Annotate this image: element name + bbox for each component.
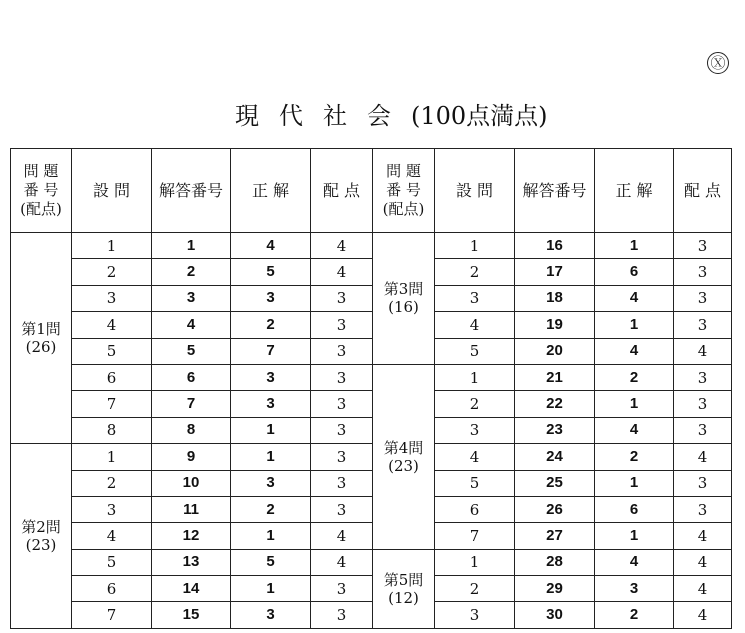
answer-key-table <box>10 148 732 629</box>
correct-answer: 1 <box>231 576 311 602</box>
question-number: 5 <box>435 470 515 496</box>
table-row <box>11 285 732 311</box>
problem-points: (16) <box>388 298 419 317</box>
problem-group-label <box>373 549 435 628</box>
problem-points: (23) <box>25 535 57 554</box>
answer-number: 12 <box>152 523 231 549</box>
problem-name: 第3問 <box>383 280 424 299</box>
answer-key-body <box>11 233 732 629</box>
points-value: 4 <box>311 259 373 285</box>
answer-number: 6 <box>152 364 231 390</box>
question-number: 5 <box>72 338 152 364</box>
correct-answer: 3 <box>231 285 311 311</box>
points-value: 3 <box>311 417 373 443</box>
question-number: 2 <box>435 259 515 285</box>
points-value: 3 <box>311 576 373 602</box>
table-row <box>11 417 732 443</box>
points-value: 4 <box>674 602 732 628</box>
points-value: 3 <box>674 364 732 390</box>
question-number: 1 <box>435 233 515 259</box>
answer-number: 17 <box>515 259 595 285</box>
question-number: 7 <box>72 602 152 628</box>
points-value: 3 <box>311 391 373 417</box>
question-number: 1 <box>72 444 152 470</box>
problem-name: 第2問 <box>21 517 61 536</box>
table-row <box>11 602 732 628</box>
answer-number: 14 <box>152 576 231 602</box>
points-value: 3 <box>311 470 373 496</box>
header-question: 設 問 <box>435 149 515 233</box>
points-value: 4 <box>674 576 732 602</box>
question-number: 1 <box>72 233 152 259</box>
question-number: 2 <box>72 470 152 496</box>
points-value: 3 <box>674 417 732 443</box>
question-number: 5 <box>435 338 515 364</box>
problem-points: (23) <box>388 456 419 475</box>
correct-answer: 1 <box>231 523 311 549</box>
points-value: 3 <box>674 259 732 285</box>
correct-answer: 4 <box>231 233 311 259</box>
correct-answer: 1 <box>595 312 674 338</box>
question-number: 7 <box>435 523 515 549</box>
points-value: 3 <box>674 470 732 496</box>
answer-number: 23 <box>515 417 595 443</box>
correct-answer: 3 <box>231 470 311 496</box>
correct-answer: 4 <box>595 338 674 364</box>
answer-number: 25 <box>515 470 595 496</box>
points-value: 3 <box>674 312 732 338</box>
header-problem-number: 問 題 番 号 (配点) <box>373 149 435 233</box>
question-number: 3 <box>72 285 152 311</box>
table-row <box>11 576 732 602</box>
answer-number: 20 <box>515 338 595 364</box>
question-number: 1 <box>435 364 515 390</box>
problem-group-label <box>373 233 435 365</box>
correct-answer: 2 <box>231 312 311 338</box>
title-suffix: (100点満点) <box>411 102 548 130</box>
problem-name: 第1問 <box>21 320 61 339</box>
answer-number: 28 <box>515 549 595 575</box>
correct-answer: 4 <box>595 417 674 443</box>
header-row <box>11 149 732 233</box>
header-problem-number: 問 題 番 号 (配点) <box>11 149 72 233</box>
table-row <box>11 444 732 470</box>
answer-number: 26 <box>515 496 595 522</box>
correct-answer: 3 <box>231 391 311 417</box>
correct-answer: 1 <box>231 444 311 470</box>
header-points: 配 点 <box>311 149 373 233</box>
correct-answer: 3 <box>595 576 674 602</box>
points-value: 3 <box>674 391 732 417</box>
answer-number: 10 <box>152 470 231 496</box>
question-number: 4 <box>72 312 152 338</box>
correct-answer: 4 <box>595 549 674 575</box>
problem-name: 第5問 <box>383 570 424 589</box>
answer-number: 16 <box>515 233 595 259</box>
correct-answer: 1 <box>595 523 674 549</box>
correct-answer: 1 <box>231 417 311 443</box>
question-number: 8 <box>72 417 152 443</box>
header-points: 配 点 <box>674 149 732 233</box>
problem-name: 第4問 <box>383 438 424 457</box>
question-number: 6 <box>72 364 152 390</box>
correct-answer: 1 <box>595 391 674 417</box>
problem-group-label <box>11 444 72 629</box>
table-row <box>11 364 732 390</box>
correct-answer: 6 <box>595 259 674 285</box>
problem-points: (26) <box>25 338 57 357</box>
answer-number: 5 <box>152 338 231 364</box>
points-value: 4 <box>674 338 732 364</box>
header-correct: 正 解 <box>231 149 311 233</box>
header-correct: 正 解 <box>595 149 674 233</box>
points-value: 3 <box>674 496 732 522</box>
answer-number: 27 <box>515 523 595 549</box>
correct-answer: 6 <box>595 496 674 522</box>
table-row <box>11 233 732 259</box>
answer-number: 8 <box>152 417 231 443</box>
question-number: 3 <box>435 417 515 443</box>
table-row <box>11 470 732 496</box>
points-value: 3 <box>674 285 732 311</box>
question-number: 2 <box>435 576 515 602</box>
answer-number: 19 <box>515 312 595 338</box>
correct-answer: 2 <box>231 496 311 522</box>
points-value: 4 <box>311 523 373 549</box>
page-mark: Ⓧ <box>707 52 729 74</box>
correct-answer: 2 <box>595 602 674 628</box>
points-value: 3 <box>311 496 373 522</box>
correct-answer: 2 <box>595 444 674 470</box>
correct-answer: 7 <box>231 338 311 364</box>
table-row <box>11 338 732 364</box>
question-number: 2 <box>435 391 515 417</box>
table-row <box>11 523 732 549</box>
question-number: 7 <box>72 391 152 417</box>
page-title <box>235 96 548 131</box>
table-row <box>11 549 732 575</box>
points-value: 3 <box>311 338 373 364</box>
table-row <box>11 496 732 522</box>
table-row <box>11 259 732 285</box>
problem-group-label <box>11 233 72 444</box>
question-number: 3 <box>435 602 515 628</box>
correct-answer: 3 <box>231 364 311 390</box>
points-value: 3 <box>311 312 373 338</box>
question-number: 3 <box>435 285 515 311</box>
answer-number: 7 <box>152 391 231 417</box>
question-number: 5 <box>72 549 152 575</box>
question-number: 6 <box>435 496 515 522</box>
points-value: 4 <box>674 523 732 549</box>
points-value: 3 <box>311 602 373 628</box>
answer-number: 18 <box>515 285 595 311</box>
points-value: 4 <box>311 233 373 259</box>
header-question: 設 問 <box>72 149 152 233</box>
table-row <box>11 312 732 338</box>
answer-number: 11 <box>152 496 231 522</box>
problem-points: (12) <box>388 588 419 607</box>
answer-number: 24 <box>515 444 595 470</box>
answer-number: 1 <box>152 233 231 259</box>
answer-number: 22 <box>515 391 595 417</box>
points-value: 4 <box>674 444 732 470</box>
answer-number: 9 <box>152 444 231 470</box>
answer-number: 30 <box>515 602 595 628</box>
question-number: 4 <box>72 523 152 549</box>
points-value: 4 <box>311 549 373 575</box>
points-value: 3 <box>311 444 373 470</box>
correct-answer: 4 <box>595 285 674 311</box>
answer-number: 3 <box>152 285 231 311</box>
question-number: 1 <box>435 549 515 575</box>
answer-number: 15 <box>152 602 231 628</box>
points-value: 3 <box>311 364 373 390</box>
answer-number: 4 <box>152 312 231 338</box>
problem-group-label <box>373 364 435 549</box>
points-value: 3 <box>674 233 732 259</box>
correct-answer: 1 <box>595 233 674 259</box>
question-number: 4 <box>435 444 515 470</box>
title-subject: 現代社会 <box>235 102 411 130</box>
correct-answer: 2 <box>595 364 674 390</box>
header-answer-number: 解答番号 <box>152 149 231 233</box>
correct-answer: 1 <box>595 470 674 496</box>
table-row <box>11 391 732 417</box>
question-number: 2 <box>72 259 152 285</box>
answer-number: 21 <box>515 364 595 390</box>
points-value: 4 <box>674 549 732 575</box>
answer-number: 13 <box>152 549 231 575</box>
header-answer-number: 解答番号 <box>515 149 595 233</box>
points-value: 3 <box>311 285 373 311</box>
question-number: 6 <box>72 576 152 602</box>
correct-answer: 5 <box>231 549 311 575</box>
question-number: 4 <box>435 312 515 338</box>
question-number: 3 <box>72 496 152 522</box>
correct-answer: 3 <box>231 602 311 628</box>
answer-number: 29 <box>515 576 595 602</box>
correct-answer: 5 <box>231 259 311 285</box>
answer-number: 2 <box>152 259 231 285</box>
